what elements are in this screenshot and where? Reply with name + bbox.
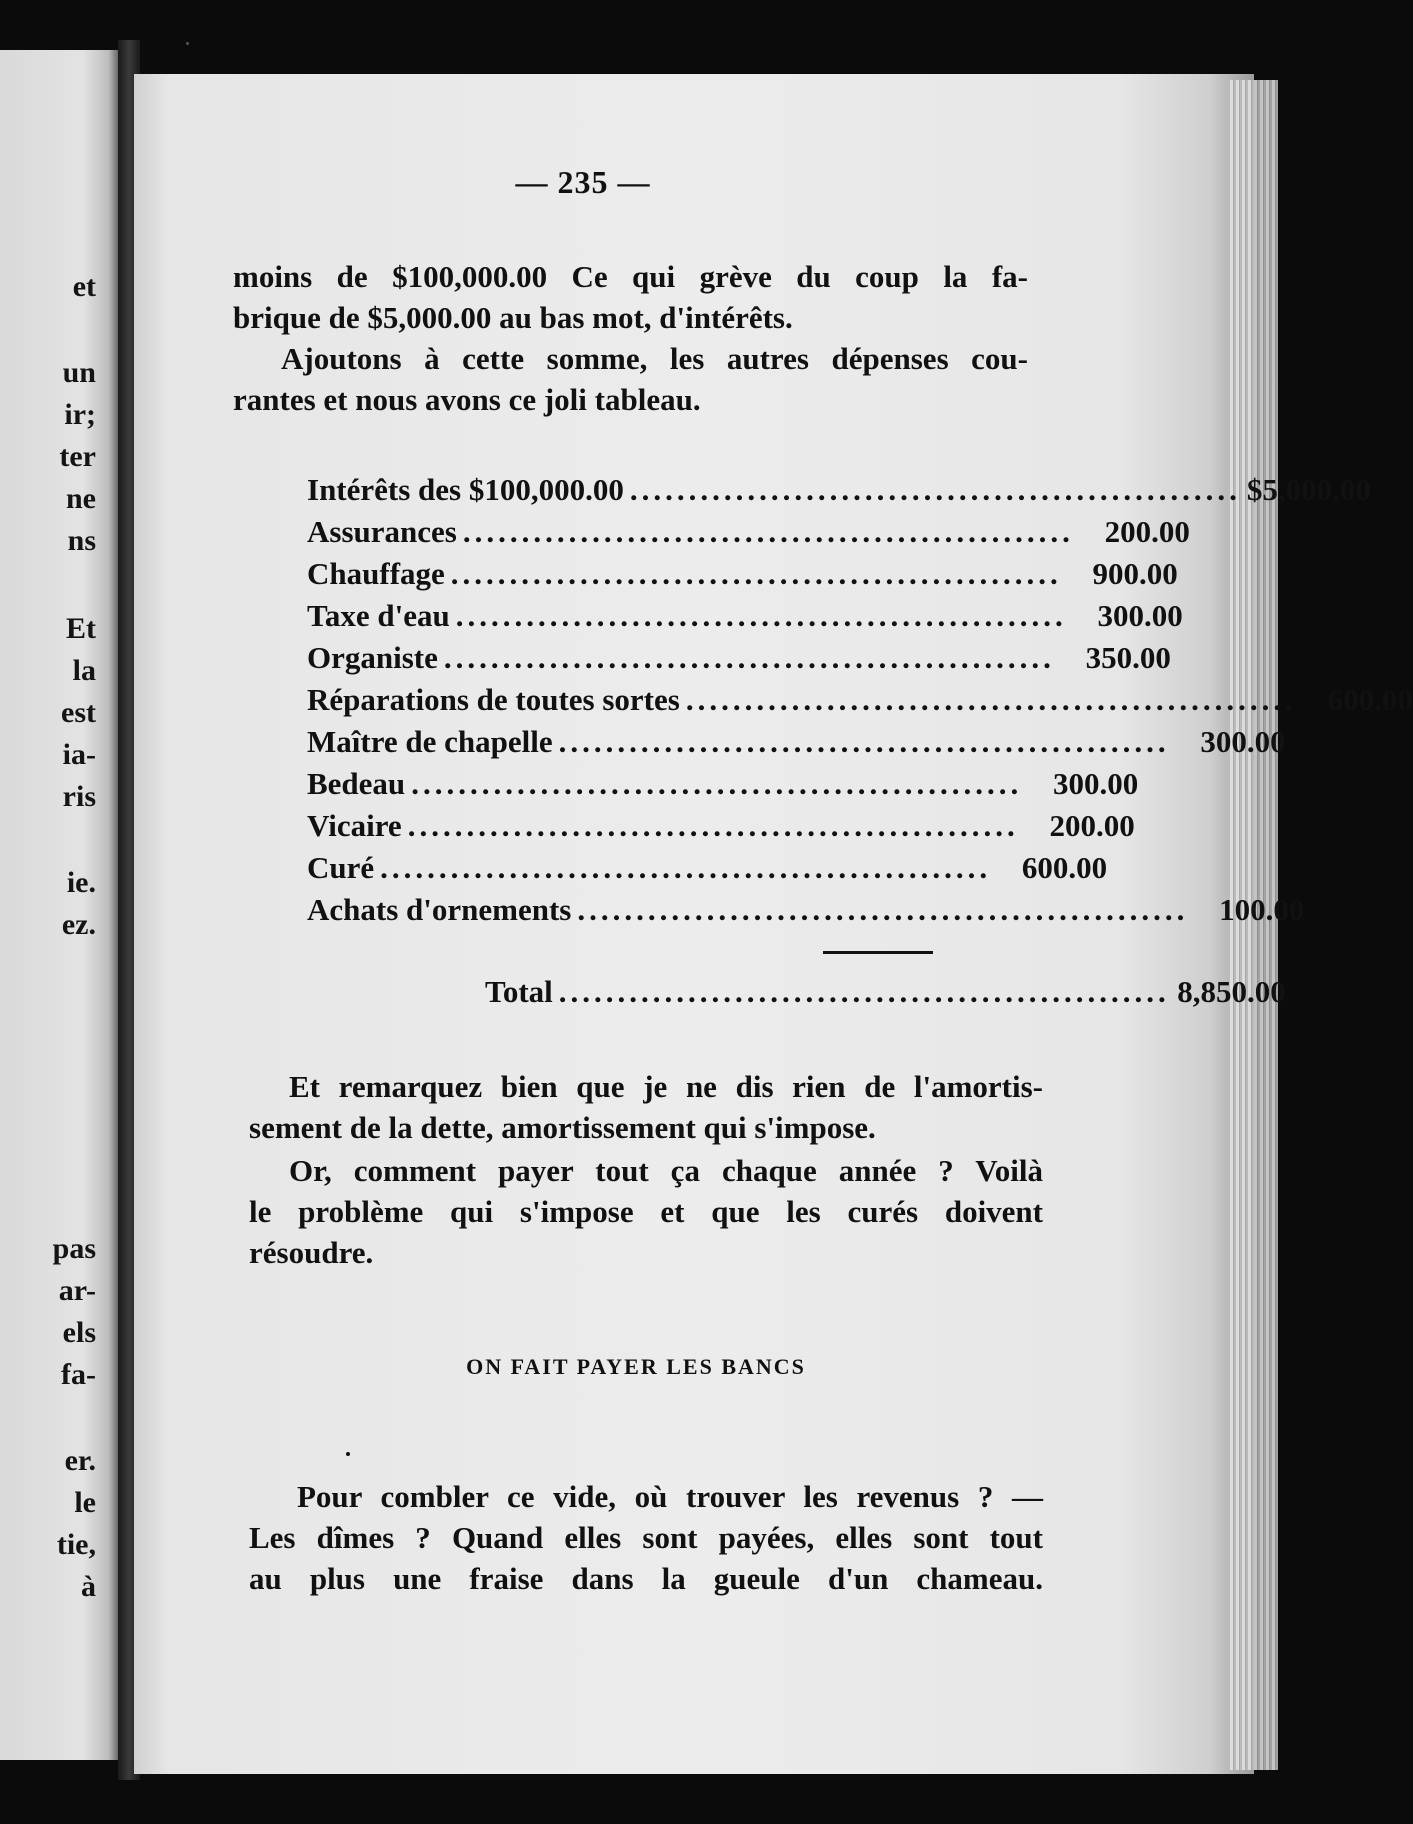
row-amount: 300.00 [1052, 766, 1139, 801]
table-row [307, 766, 1139, 806]
text-line: au plus une fraise dans la gueule d'un chameau. [249, 1561, 1043, 1596]
leader-dots: .................................................... [685, 682, 1297, 717]
facing-line: ez. [61, 908, 96, 941]
row-label: Intérêts des $100,000.00 [307, 472, 624, 507]
total-row [485, 974, 1286, 1014]
facing-line: ns [67, 524, 96, 557]
facing-line: pas [52, 1232, 96, 1265]
row-amount: $5,000.00 [1246, 472, 1371, 507]
facing-line: un [62, 356, 96, 389]
facing-line: tie, [56, 1528, 96, 1561]
table-row [307, 892, 1305, 932]
leader-dots: .................................................... [380, 850, 992, 885]
text-line: brique de $5,000.00 au bas mot, d'intérêts. [233, 300, 793, 335]
ink-speck [186, 42, 189, 45]
text-line: résoudre. [249, 1235, 374, 1270]
total-amount: 8,850.00 [1177, 974, 1286, 1009]
row-label: Vicaire [307, 808, 402, 843]
row-amount: 300.00 [1097, 598, 1183, 633]
paragraph [233, 256, 1028, 338]
leader-dots: .................................................... [558, 974, 1170, 1009]
facing-page-fragment [0, 50, 118, 1760]
section-heading: ON FAIT PAYER LES BANCS [466, 1354, 806, 1379]
row-amount: 200.00 [1049, 808, 1135, 843]
row-amount: 300.00 [1200, 724, 1286, 759]
leader-dots: .................................................... [455, 598, 1067, 633]
row-amount: 100.00 [1219, 892, 1305, 927]
facing-line: ar- [58, 1274, 96, 1307]
text-line: sement de la dette, amortissement qui s'impose. [249, 1110, 876, 1145]
facing-line: els [62, 1316, 96, 1349]
table-row [307, 472, 1371, 512]
table-row [307, 850, 1108, 890]
total-label: Total [485, 974, 553, 1009]
total-rule [823, 951, 933, 954]
facing-line: Et [66, 612, 96, 645]
row-amount: 600.00 [1021, 850, 1108, 885]
row-label: Chauffage [307, 556, 445, 591]
facing-line: ne [66, 482, 96, 515]
row-amount: 350.00 [1085, 640, 1171, 675]
paragraph [249, 1066, 1043, 1148]
row-label: Organiste [307, 640, 438, 675]
text-line: moins de $100,000.00 Ce qui grève du coup la fa- [233, 259, 1028, 294]
facing-line: er. [64, 1444, 96, 1477]
text-line: Et remarquez bien que je ne dis rien de l'amortis- [289, 1069, 1043, 1104]
table-row [307, 640, 1171, 680]
row-label: Réparations de toutes sortes [307, 682, 680, 717]
row-label: Taxe d'eau [307, 598, 450, 633]
facing-line: ir; [64, 398, 96, 431]
ink-speck [346, 1452, 350, 1456]
leader-dots: .................................................... [443, 640, 1055, 675]
facing-line: le [74, 1486, 96, 1519]
row-label: Maître de chapelle [307, 724, 553, 759]
text-line: Les dîmes ? Quand elles sont payées, elles sont tout [249, 1520, 1043, 1555]
facing-line: ie. [66, 866, 96, 899]
facing-line: est [61, 696, 96, 729]
row-label: Assurances [307, 514, 457, 549]
facing-line: ia- [62, 738, 96, 771]
facing-line: à [81, 1570, 96, 1603]
row-amount: 600.00 [1327, 682, 1413, 717]
text-line: le problème qui s'impose et que les curés doivent [249, 1194, 1043, 1229]
table-row [307, 724, 1286, 764]
leader-dots: .................................................... [407, 808, 1019, 843]
leader-dots: .................................................... [629, 472, 1241, 507]
text-line: Or, comment payer tout ça chaque année ? Voilà [289, 1153, 1043, 1188]
paragraph [233, 338, 1028, 420]
facing-line: ris [62, 780, 96, 813]
facing-line: et [72, 270, 96, 303]
table-row [307, 808, 1135, 848]
paragraph [249, 1150, 1043, 1273]
table-row [307, 682, 1413, 722]
table-row [307, 598, 1183, 638]
facing-line: la [72, 654, 96, 687]
row-amount: 900.00 [1092, 556, 1178, 591]
row-label: Achats d'ornements [307, 892, 572, 927]
row-label: Bedeau [307, 766, 406, 801]
leader-dots: .................................................... [450, 556, 1062, 591]
facing-line: ter [59, 440, 96, 473]
leader-dots: .................................................... [558, 724, 1170, 759]
leader-dots: .................................................... [411, 766, 1023, 801]
page-number: — 235 — [515, 164, 651, 200]
text-line: Ajoutons à cette somme, les autres dépenses cou- [281, 341, 1028, 376]
text-line: Pour combler ce vide, où trouver les revenus ? — [297, 1479, 1043, 1514]
row-amount: 200.00 [1104, 514, 1190, 549]
page-content [233, 0, 1413, 1824]
row-label: Curé [307, 850, 375, 885]
paragraph [249, 1476, 1043, 1599]
text-line: rantes et nous avons ce joli tableau. [233, 382, 701, 417]
leader-dots: .................................................... [577, 892, 1189, 927]
leader-dots: .................................................... [462, 514, 1074, 549]
table-row [307, 514, 1190, 554]
table-row [307, 556, 1178, 596]
facing-line: fa- [61, 1358, 96, 1391]
